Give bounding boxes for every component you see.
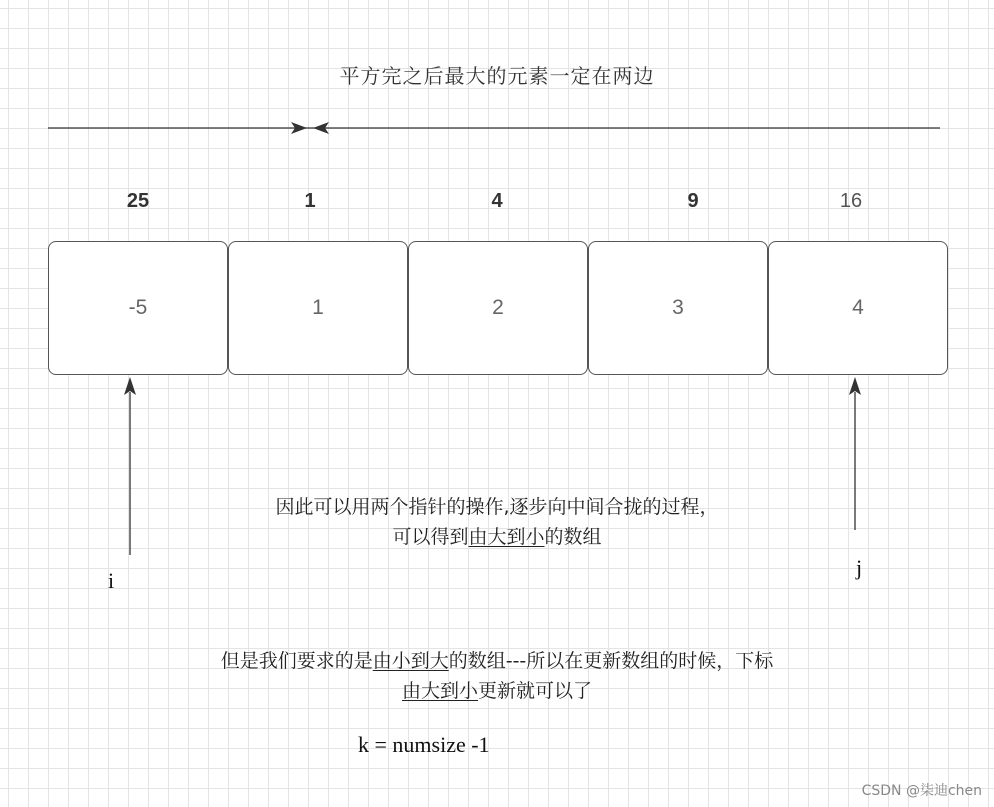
explanation-note-1 bbox=[0, 492, 994, 552]
note-1-line-2-pre: 可以得到 bbox=[392, 526, 469, 548]
square-value-1: 1 bbox=[304, 190, 316, 212]
note-2-line-2-post: 更新就可以了 bbox=[478, 680, 593, 702]
diagram-title: 平方完之后最大的元素一定在两边 bbox=[339, 64, 655, 88]
square-value-4: 16 bbox=[839, 190, 863, 212]
explanation-note-2 bbox=[0, 646, 994, 706]
pointer-i-label: i bbox=[108, 568, 115, 593]
note-1-line-2-post: 的数组 bbox=[544, 526, 602, 548]
square-value-2: 4 bbox=[491, 190, 503, 212]
note-2-line-1 bbox=[0, 646, 994, 676]
note-1-line-2-underlined: 由大到小 bbox=[468, 526, 545, 548]
pointer-j-label: j bbox=[856, 555, 863, 580]
note-2-line-1-post: 的数组---所以在更新数组的时候，下标 bbox=[448, 650, 774, 672]
square-value-3: 9 bbox=[687, 190, 699, 212]
array-cell-4: 4 bbox=[768, 241, 948, 375]
array-cell-2: 2 bbox=[408, 241, 588, 375]
note-1-line-2 bbox=[0, 522, 994, 552]
array-cell-1: 1 bbox=[228, 241, 408, 375]
square-value-0: 25 bbox=[126, 190, 150, 212]
note-2-line-2-underlined: 由大到小 bbox=[401, 680, 478, 702]
note-2-line-1-underlined: 由小到大 bbox=[372, 650, 449, 672]
note-2-line-2 bbox=[0, 676, 994, 706]
note-1-line-1: 因此可以用两个指针的操作,逐步向中间合拢的过程， bbox=[275, 496, 719, 518]
note-2-line-1-pre: 但是我们要求的是 bbox=[220, 650, 373, 672]
watermark: CSDN @柒迪chen bbox=[861, 783, 982, 799]
array-cell-0: -5 bbox=[48, 241, 228, 375]
formula-text: k = numsize -1 bbox=[358, 732, 490, 757]
array-cell-3: 3 bbox=[588, 241, 768, 375]
